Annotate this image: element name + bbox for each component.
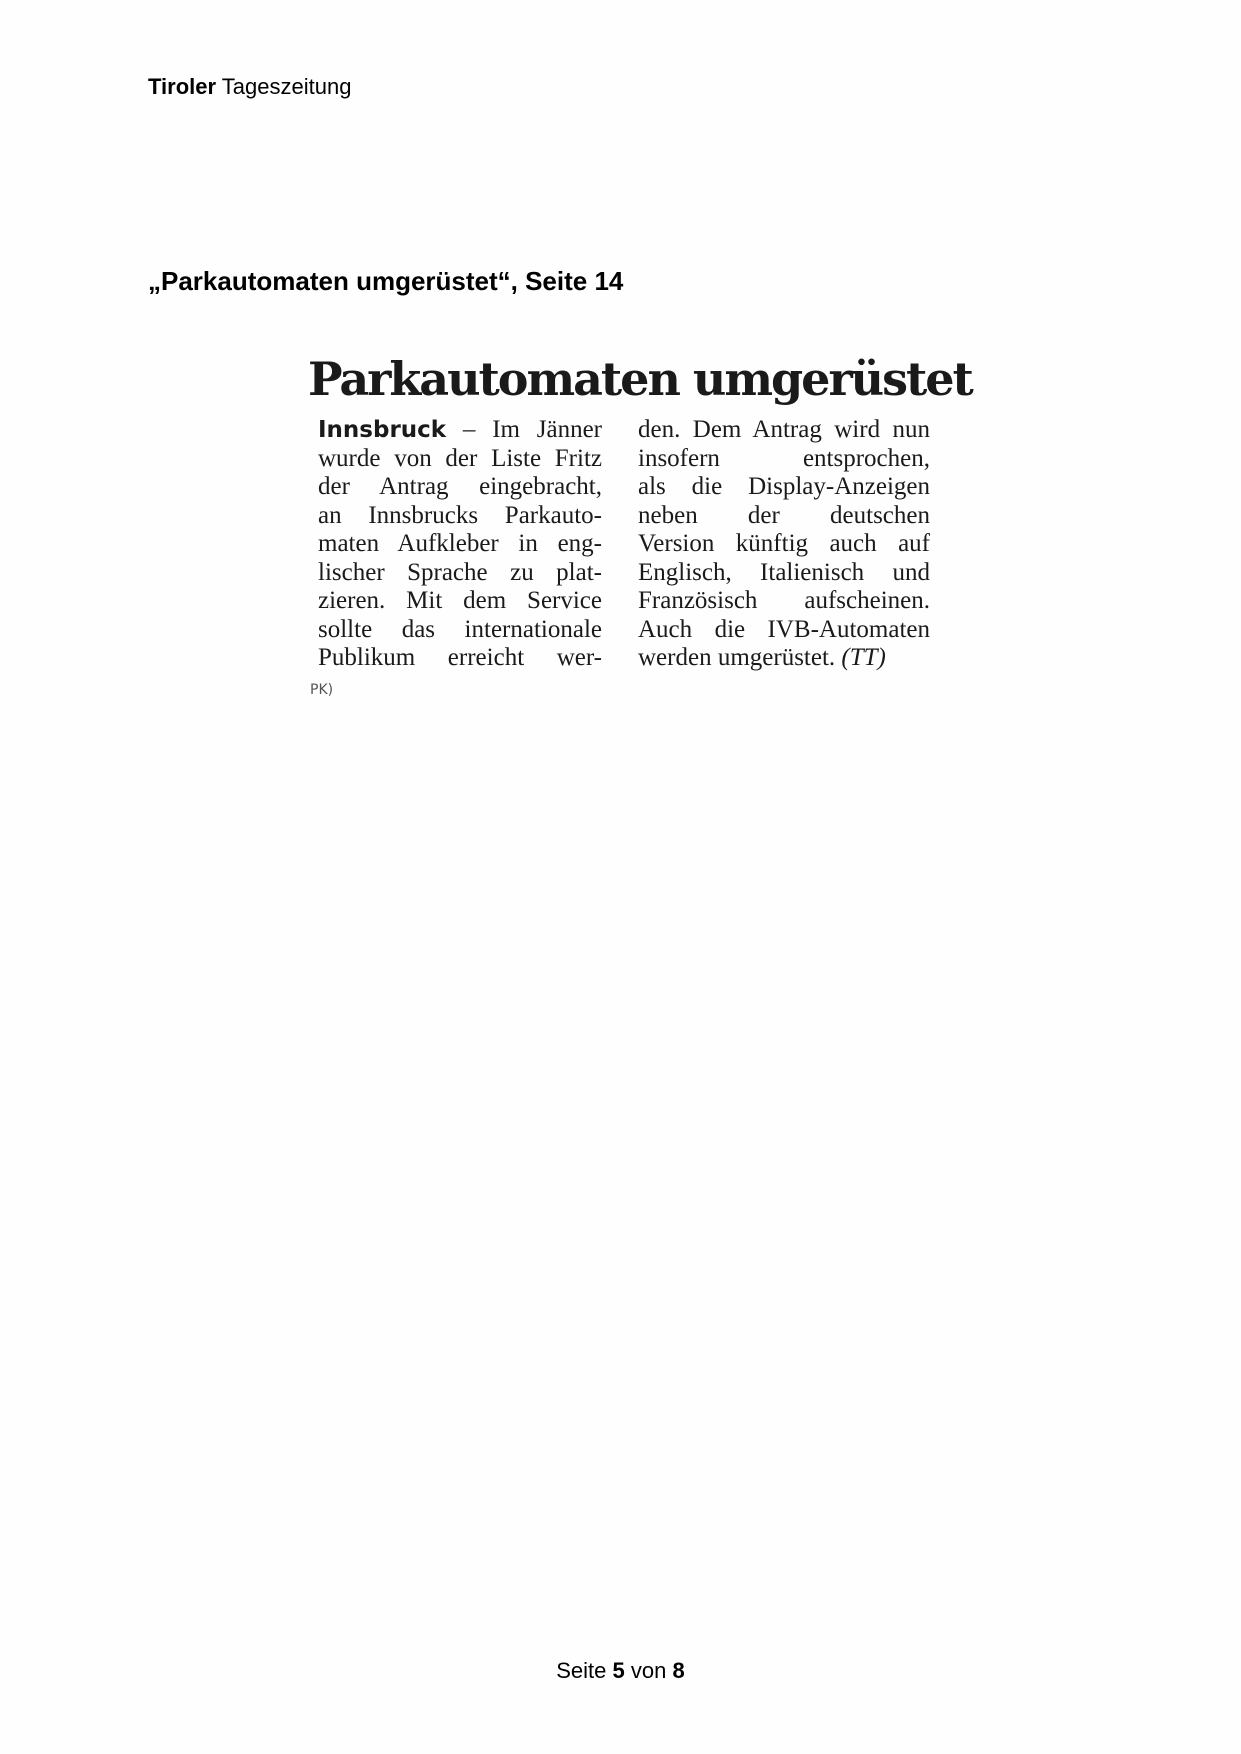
article-line: maten Aufkleber in eng- — [318, 530, 602, 557]
dateline-dash: – — [462, 416, 476, 443]
brand-name-bold: Tiroler — [148, 74, 217, 99]
article-line: Publikum erreicht wer- — [318, 644, 602, 671]
footer-prefix: Seite — [556, 1658, 607, 1683]
footer-page-number: 5 — [612, 1658, 625, 1683]
article-line-last — [638, 644, 930, 673]
article-line: der Antrag eingebracht, — [318, 473, 602, 500]
photo-credit: PK) — [310, 682, 334, 698]
article-line: Version künftig auch auf — [638, 530, 930, 557]
article-line-text: Im Jänner — [492, 416, 603, 443]
footer-page-total: 8 — [672, 1658, 685, 1683]
source-title: „Parkautomaten umgerüstet“, Seite 14 — [148, 266, 624, 296]
article-column-right — [638, 416, 930, 673]
article-column-left — [318, 416, 602, 673]
article-line: neben der deutschen — [638, 501, 930, 529]
article-clipping — [308, 352, 972, 712]
article-line: wurde von der Liste Fritz — [318, 444, 602, 472]
brand-name-regular: Tageszeitung — [221, 74, 352, 99]
footer-middle: von — [630, 1658, 667, 1683]
article-line: sollte das internationale — [318, 615, 602, 643]
article-line: Englisch, Italienisch und — [638, 558, 930, 586]
article-line: Französisch aufscheinen. — [638, 587, 930, 614]
article-line: lischer Sprache zu plat- — [318, 558, 602, 586]
article-line: an Innsbrucks Parkauto- — [318, 501, 602, 529]
article-line-text: werden umgerüstet. — [638, 644, 836, 671]
article-line: den. Dem Antrag wird nun — [638, 416, 930, 443]
article-line — [318, 416, 602, 445]
article-line: als die Display-Anzeigen — [638, 473, 930, 500]
article-headline: Parkautomaten umgerüstet — [308, 352, 972, 406]
article-signature: (TT) — [841, 644, 886, 671]
article-line: insofern entsprochen, — [638, 444, 930, 472]
article-line: zieren. Mit dem Service — [318, 587, 602, 614]
publication-header — [148, 74, 351, 100]
article-line: Auch die IVB-Automaten — [638, 615, 930, 643]
page-footer — [0, 1658, 1241, 1684]
article-dateline: Innsbruck — [318, 417, 447, 443]
